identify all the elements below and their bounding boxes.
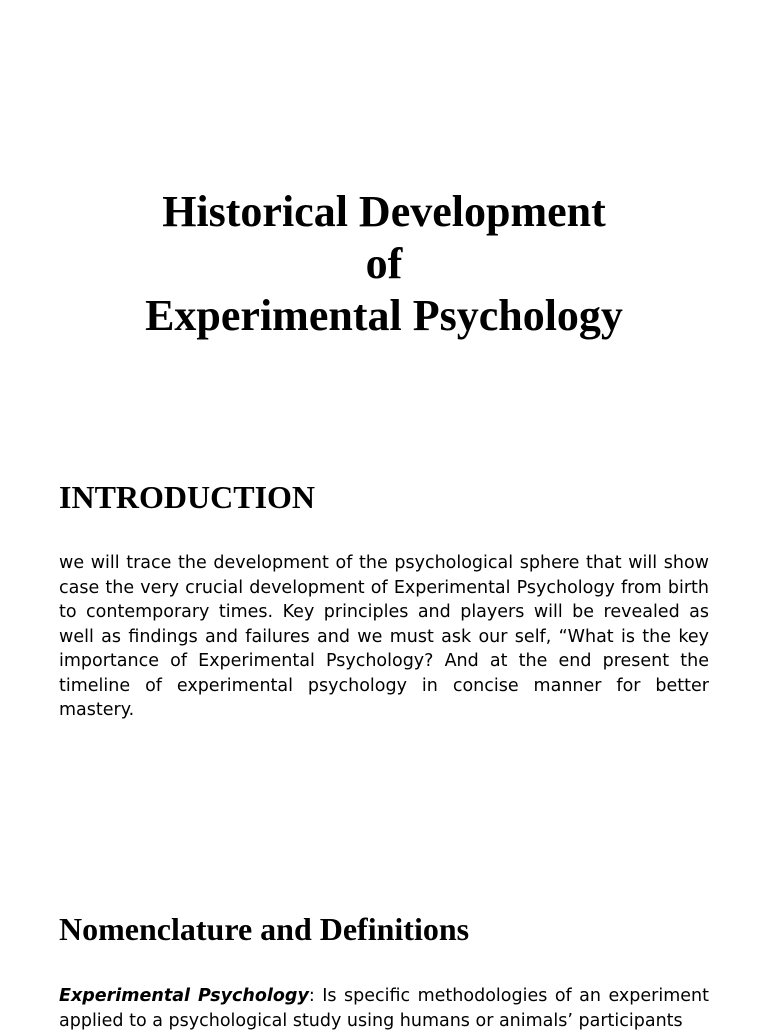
document-title [0,186,768,342]
definition-text: : Is specific methodologies of an experiment applied to a psychological study using humans or animals’ participants [59,986,709,1031]
title-line-1: Historical Development [162,187,606,236]
title-line-3: Experimental Psychology [145,291,623,340]
introduction-paragraph: we will trace the development of the psychological sphere that will show case the very crucial development of Experimental Psychology from birth to contemporary times. Key principles and players will be revealed as well as findings and failures and we must ask our self, “What is the key importance of Experimental Psychology? And at the end present the timeline of experimental psychology in concise manner for better mastery. [59,553,709,720]
definition-paragraph [59,984,709,1033]
introduction-heading: INTRODUCTION [59,479,316,515]
title-line-2: of [365,239,403,288]
definition-term: Experimental Psychology [59,986,309,1006]
nomenclature-heading: Nomenclature and Definitions [59,911,470,947]
